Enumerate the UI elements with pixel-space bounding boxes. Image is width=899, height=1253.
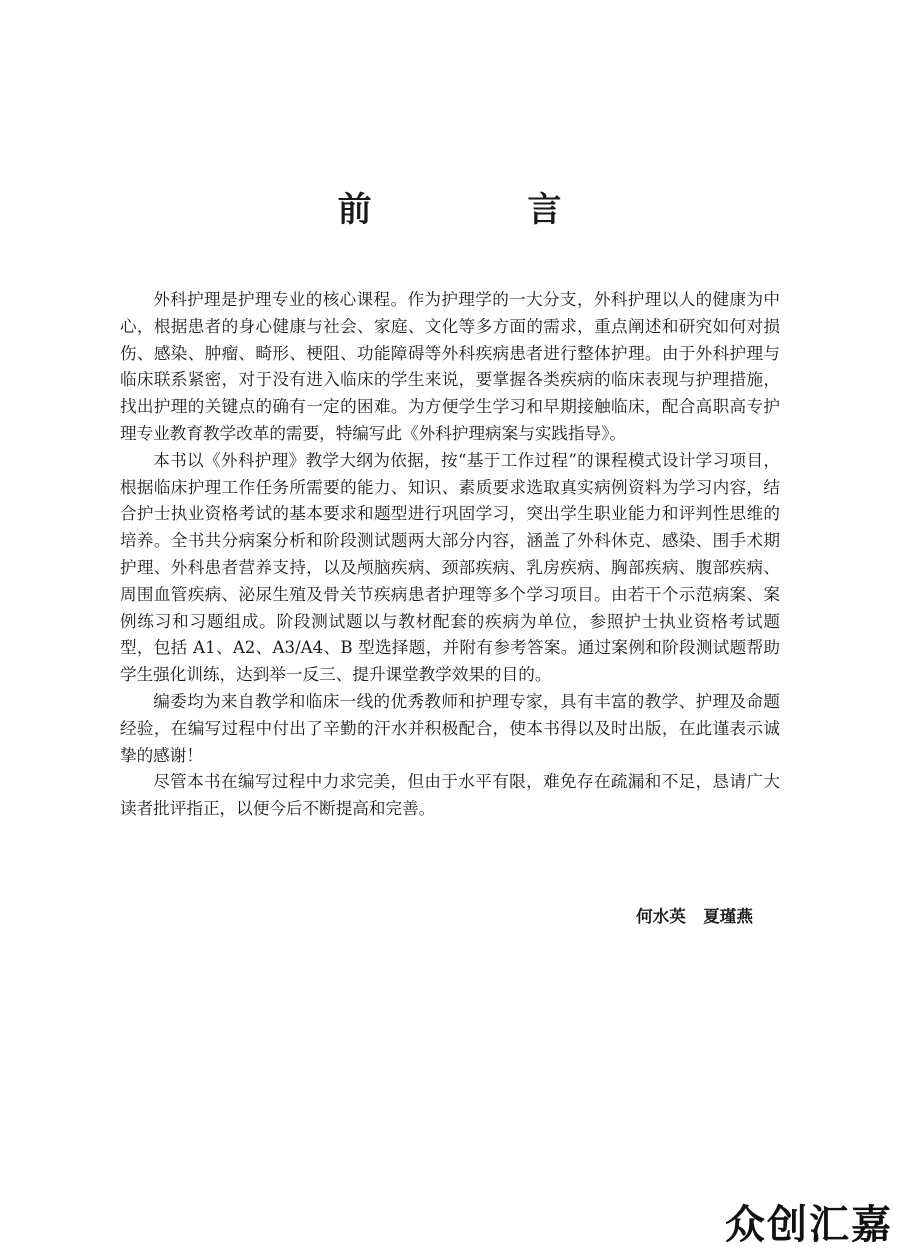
paragraph: 编委均为来自教学和临床一线的优秀教师和护理专家，具有丰富的教学、护理及命题经验，在编写过程中付出了辛勤的汗水并积极配合，使本书得以及时出版，在此谨表示诚挚的感谢！	[120, 691, 780, 765]
watermark-logo: 众创汇嘉	[725, 1202, 893, 1248]
paragraph: 外科护理是护理专业的核心课程。作为护理学的一大分支，外科护理以人的健康为中心，根据患者的身心健康与社会、家庭、文化等多方面的需求，重点阐述和研究如何对损伤、感染、肿瘤、畸形、梗阻、功能障碍等外科疾病患者进行整体护理。由于外科护理与临床联系紧密，对于没有进入临床的学生来说，要掌握各类疾病的临床表现与护理措施，找出护理的关键点的确有一定的困难。为方便学生学习和早期接触临床，配合高职高专护理专业教育教学改革的需要，特编写此《外科护理病案与实践指导》。	[120, 290, 780, 443]
paragraph: 本书以《外科护理》教学大纲为依据，按“基于工作过程”的课程模式设计学习项目，根据临床护理工作任务所需要的能力、知识、素质要求选取真实病例资料为学习内容，结合护士执业资格考试的基本要求和题型进行巩固学习，突出学生职业能力和评判性思维的培养。全书共分病案分析和阶段测试题两大部分内容，涵盖了外科休克、感染、围手术期护理、外科患者营养支持，以及颅脑疾病、颈部疾病、乳房疾病、胸部疾病、腹部疾病、周围血管疾病、泌尿生殖及骨关节疾病患者护理等多个学习项目。由若干个示范病案、案例练习和习题组成。阶段测试题以与教材配套的疾病为单位，参照护士执业资格考试题型，包括 A1、A2、A3/A4、B 型选择题，并附有参考答案。通过案例和阶段测试题帮助学生强化训练，达到举一反三、提升课堂教学效果的目的。	[120, 450, 780, 685]
author-signature: 何水英 夏瑾燕	[636, 906, 753, 926]
paragraph: 尽管本书在编写过程中力求完美，但由于水平有限，难免存在疏漏和不足，恳请广大读者批评指正，以便今后不断提高和完善。	[120, 772, 780, 819]
preface-body	[120, 287, 780, 823]
page-title: 前 言	[337, 190, 634, 230]
